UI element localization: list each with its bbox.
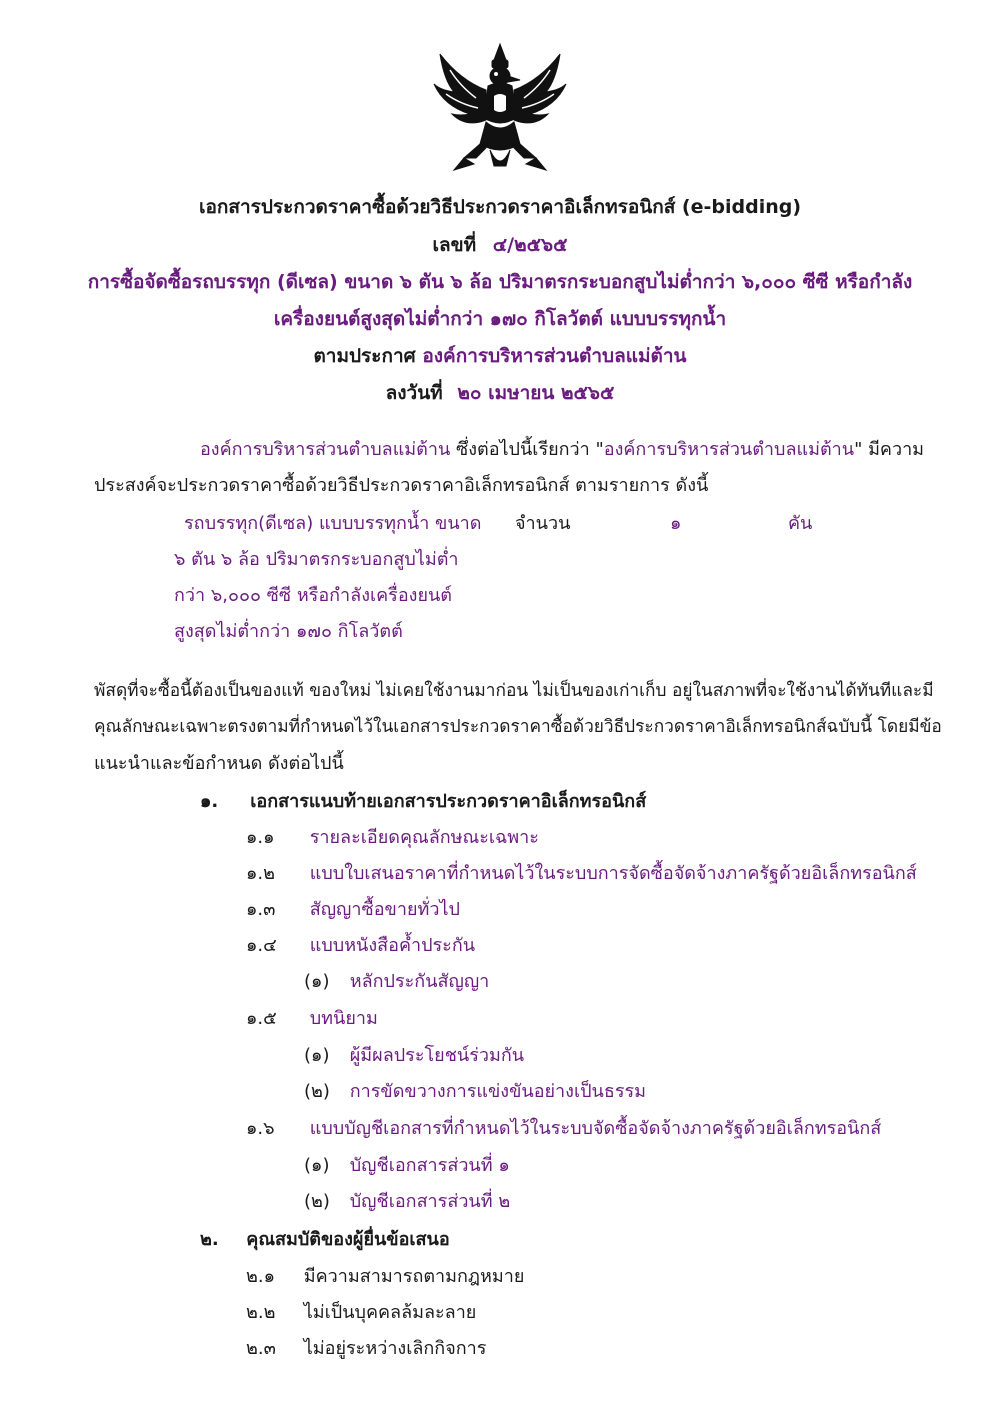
- intro-org-quoted: องค์การบริหารส่วนตำบลแม่ต้าน: [603, 439, 855, 460]
- sub-list-item: [304, 1076, 646, 1105]
- item-number: (๒): [304, 1081, 330, 1102]
- list-item: [246, 1113, 881, 1142]
- quantity-value: ๑: [670, 513, 682, 534]
- sub-list-item: [304, 1150, 510, 1179]
- list-item: [246, 1297, 476, 1326]
- item-number: (๑): [304, 1155, 330, 1176]
- section-heading: [200, 1224, 450, 1253]
- item-desc-line: สูงสุดไม่ต่ำกว่า ๑๗๐ กิโลวัตต์: [174, 621, 403, 642]
- section-number: ๑.: [200, 791, 219, 812]
- item-number: ๒.๒: [246, 1302, 276, 1323]
- intro-org: องค์การบริหารส่วนตำบลแม่ต้าน: [200, 439, 451, 460]
- item-text: แบบหนังสือค้ำประกัน: [309, 935, 476, 956]
- item-text: บัญชีเอกสารส่วนที่ ๒: [349, 1191, 511, 1212]
- item-number: ๑.๓: [246, 899, 276, 920]
- item-text: การขัดขวางการแข่งขันอย่างเป็นธรรม: [349, 1081, 647, 1102]
- item-number: ๑.๑: [246, 827, 275, 848]
- item-text: รายละเอียดคุณลักษณะเฉพาะ: [309, 827, 539, 848]
- section-title: เอกสารแนบท้ายเอกสารประกวดราคาอิเล็กทรอนิกส์: [250, 791, 647, 812]
- subject-line-2: เครื่องยนต์สูงสุดไม่ต่ำกว่า ๑๗๐ กิโลวัตต์ แบบบรรทุกน้ำ: [273, 308, 727, 330]
- list-item: [246, 930, 475, 959]
- quantity-unit: คัน: [788, 513, 813, 534]
- date-label: ลงวันที่: [385, 382, 443, 404]
- item-text: ผู้มีผลประโยชน์ร่วมกัน: [349, 1045, 525, 1066]
- item-number: ๒.๑: [246, 1266, 276, 1287]
- item-text: สัญญาซื้อขายทั่วไป: [309, 899, 460, 920]
- sub-list-item: [304, 1186, 510, 1215]
- body-line: แนะนำและข้อกำหนด ดังต่อไปนี้: [94, 753, 344, 774]
- item-number: ๑.๖: [246, 1118, 275, 1139]
- intro-text-1: ซึ่งต่อไปนี้เรียกว่า ": [450, 439, 604, 460]
- list-item: [246, 1261, 524, 1290]
- item-number: ๒.๓: [246, 1338, 276, 1359]
- item-number: ๑.๔: [246, 935, 277, 956]
- item-text: ไม่อยู่ระหว่างเลิกกิจการ: [303, 1338, 487, 1359]
- item-text: แบบใบเสนอราคาที่กำหนดไว้ในระบบการจัดซื้อจัดจ้างภาครัฐด้วยอิเล็กทรอนิกส์: [309, 863, 917, 884]
- document-title: เอกสารประกวดราคาซื้อด้วยวิธีประกวดราคาอิเล็กทรอนิกส์ (e-bidding): [198, 196, 802, 218]
- intro-text-2: " มีความ: [854, 439, 925, 460]
- item-text: มีความสามารถตามกฎหมาย: [303, 1266, 525, 1287]
- number-label: เลขที่: [432, 234, 477, 256]
- announce-label: ตามประกาศ: [313, 345, 416, 367]
- quantity-label: จำนวน: [515, 513, 571, 534]
- list-item: [246, 1003, 378, 1032]
- item-desc-line: รถบรรทุก(ดีเซล) แบบบรรทุกน้ำ ขนาด: [184, 513, 482, 534]
- section-number: ๒.: [200, 1229, 219, 1250]
- section-heading: [200, 786, 646, 815]
- section-title: คุณสมบัติของผู้ยื่นข้อเสนอ: [246, 1229, 450, 1250]
- sub-list-item: [304, 966, 489, 995]
- item-number: ๑.๕: [246, 1008, 277, 1029]
- list-item: [246, 1333, 486, 1362]
- sub-list-item: [304, 1040, 524, 1069]
- list-item: [246, 894, 460, 923]
- number-value: ๔/๒๕๖๕: [492, 234, 568, 256]
- item-text: ไม่เป็นบุคคลล้มละลาย: [303, 1302, 477, 1323]
- body-line: คุณลักษณะเฉพาะตรงตามที่กำหนดไว้ในเอกสารประกวดราคาซื้อด้วยวิธีประกวดราคาอิเล็กทรอนิกส์ฉบับนี้ โดยมีข้อ: [94, 717, 942, 737]
- item-number: (๑): [304, 1045, 330, 1066]
- announce-org: องค์การบริหารส่วนตำบลแม่ต้าน: [422, 345, 687, 367]
- intro-line-2: ประสงค์จะประกวดราคาซื้อด้วยวิธีประกวดราคาอิเล็กทรอนิกส์ ตามรายการ ดังนี้: [94, 475, 709, 496]
- date-value: ๒๐ เมษายน ๒๕๖๕: [457, 382, 615, 404]
- item-text: บัญชีเอกสารส่วนที่ ๑: [349, 1155, 510, 1176]
- document-number: [60, 230, 940, 260]
- item-desc-line: ๖ ตัน ๖ ล้อ ปริมาตรกระบอกสูบไม่ต่ำ: [174, 549, 459, 570]
- announcement-line: [60, 341, 940, 371]
- list-item: [246, 822, 539, 851]
- list-item: [246, 858, 917, 887]
- intro-line-1: [200, 434, 924, 463]
- body-line: พัสดุที่จะซื้อนี้ต้องเป็นของแท้ ของใหม่ ไม่เคยใช้งานมาก่อน ไม่เป็นของเก่าเก็บ อยู่ในสภาพที่จะใช้งานได้ทันทีและมี: [94, 681, 934, 701]
- item-text: หลักประกันสัญญา: [349, 971, 490, 992]
- item-text: บทนิยาม: [309, 1008, 378, 1029]
- item-number: (๑): [304, 971, 330, 992]
- item-text: แบบบัญชีเอกสารที่กำหนดไว้ในระบบจัดซื้อจัดจ้างภาครัฐด้วยอิเล็กทรอนิกส์: [309, 1118, 882, 1139]
- item-number: ๑.๒: [246, 863, 276, 884]
- item-desc-line: กว่า ๖,๐๐๐ ซีซี หรือกำลังเครื่องยนต์: [174, 585, 452, 606]
- date-line: [60, 378, 940, 408]
- subject-line-1: การซื้อจัดซื้อรถบรรทุก (ดีเซล) ขนาด ๖ ตัน ๖ ล้อ ปริมาตรกระบอกสูบไม่ต่ำกว่า ๖,๐๐๐ ซีซี หรือกำลัง: [87, 271, 913, 293]
- garuda-emblem-icon: [430, 40, 570, 180]
- item-number: (๒): [304, 1191, 330, 1212]
